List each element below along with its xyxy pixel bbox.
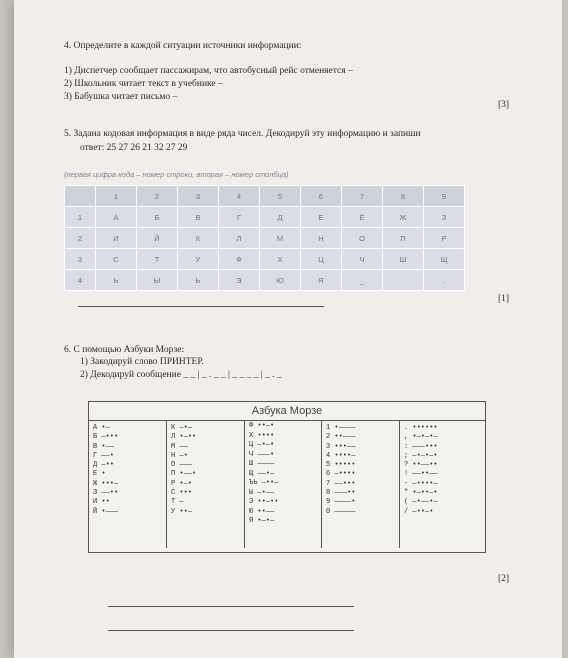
table-cell: 9 <box>424 186 465 207</box>
table-cell <box>65 186 96 207</box>
morse-entry: . •••••• <box>404 424 438 432</box>
morse-entry: У ••— <box>171 507 193 516</box>
morse-entry: - —••••— <box>404 479 438 488</box>
morse-entry: ( —•——•— <box>404 498 438 507</box>
table-cell: 3 <box>178 186 219 207</box>
table-cell: Г <box>219 207 260 228</box>
q6-task-2: 2) Декодируй сообщение _ _ | _ . _ _ | _ _ _ _ | _ . _ <box>80 370 282 380</box>
morse-entry: ? ••——•• <box>404 461 438 470</box>
morse-title: Азбука Морзе <box>89 402 485 421</box>
morse-entry: ; —•—•—• <box>404 451 438 460</box>
table-cell: Ы <box>137 270 178 291</box>
table-cell <box>383 270 424 291</box>
morse-entry: Ц —•—• <box>249 441 275 449</box>
table-cell: Ю <box>260 270 301 291</box>
table-cell: _ <box>342 270 383 291</box>
table-cell: Е <box>301 207 342 228</box>
table-cell: . <box>424 270 465 291</box>
morse-entry: Я •—•— <box>249 517 275 525</box>
morse-entry: Ы —•—— <box>249 488 275 497</box>
morse-entry: В •—— <box>93 442 115 451</box>
morse-entry: Е • <box>93 470 106 479</box>
table-cell: Ё <box>342 207 383 228</box>
table-cell: Р <box>424 228 465 249</box>
table-cell: Й <box>137 228 178 249</box>
table-cell: 2 <box>65 228 96 249</box>
table-row <box>65 207 465 228</box>
morse-entry: : ———••• <box>404 442 438 451</box>
table-cell: 5 <box>260 186 301 207</box>
morse-entry: Ж •••— <box>93 479 119 488</box>
morse-entry: 0 ————— <box>326 507 356 516</box>
q4-mark: [3] <box>498 100 510 110</box>
table-row <box>65 270 465 291</box>
morse-entry: Х •••• <box>249 431 275 440</box>
column-divider <box>321 421 322 548</box>
table-cell: И <box>96 228 137 249</box>
table-cell: 2 <box>137 186 178 207</box>
q6-answer-blank-2[interactable] <box>108 630 354 631</box>
morse-entry: Ч ———• <box>249 450 275 459</box>
morse-entry: Л •—•• <box>171 433 197 442</box>
table-cell: 6 <box>301 186 342 207</box>
q4-heading: 4. Определите в каждой ситуации источники информации: <box>64 41 302 51</box>
morse-entry: 4 ••••— <box>326 451 356 460</box>
morse-entry: / —••—• <box>404 507 434 516</box>
q6-heading: 6. С помощью Азбуки Морзе: <box>64 345 185 355</box>
morse-entry: ЪЬ —••— <box>249 479 279 487</box>
table-cell: Э <box>219 270 260 291</box>
q5-hint: (первая цифра кода – номер строки, вторая – номер столбца) <box>64 170 289 179</box>
morse-entry: ! ——••—— <box>404 470 438 479</box>
morse-entry: 5 ••••• <box>326 461 356 470</box>
morse-entry: О ——— <box>171 461 193 470</box>
table-cell: 3 <box>65 249 96 270</box>
morse-entry: Щ ——•— <box>249 469 275 478</box>
morse-entry: 9 ————• <box>326 498 356 507</box>
q4-item-3: 3) Бабушка читает письмо – <box>64 92 178 102</box>
table-cell: С <box>96 249 137 270</box>
morse-entry: Н —• <box>171 451 188 460</box>
column-divider <box>166 421 167 548</box>
q6-mark: [2] <box>498 574 510 584</box>
morse-entry: Г ——• <box>93 451 115 460</box>
morse-column-letters-2 <box>171 424 196 517</box>
table-cell: 4 <box>219 186 260 207</box>
table-cell: О <box>342 228 383 249</box>
table-cell: З <box>424 207 465 228</box>
morse-alphabet-table <box>88 401 486 553</box>
table-cell: Х <box>260 249 301 270</box>
morse-entry: Й •——— <box>93 507 119 516</box>
morse-entry: 1 •———— <box>326 424 356 432</box>
q5-mark: [1] <box>498 294 510 304</box>
morse-entry: Т — <box>171 498 184 507</box>
table-cell: Ь <box>178 270 219 291</box>
morse-entry: " •—••—• <box>404 489 438 498</box>
morse-entry: , •—•—•— <box>404 433 438 442</box>
morse-column-digits <box>326 424 355 517</box>
column-divider <box>399 421 400 548</box>
morse-entry: 3 •••—— <box>326 442 356 451</box>
q6-task-1: 1) Закодируй слово ПРИНТЕР. <box>80 357 204 367</box>
morse-entry: Д —•• <box>93 461 115 470</box>
morse-entry: 6 —•••• <box>326 470 356 479</box>
q4-item-1: 1) Диспетчер сообщает пассажирам, что автобусный рейс отменяется – <box>64 66 353 76</box>
code-table-header <box>65 186 465 207</box>
table-cell: М <box>260 228 301 249</box>
table-cell: Ц <box>301 249 342 270</box>
morse-entry: 7 ——••• <box>326 479 356 488</box>
code-table <box>64 185 465 291</box>
q5-heading: 5. Задана кодовая информация в виде ряда чисел. Декодируй эту информацию и запиши <box>64 129 421 139</box>
table-cell: Ш <box>383 249 424 270</box>
table-row <box>65 249 465 270</box>
table-cell: Ь <box>96 270 137 291</box>
morse-entry: Э ••—•• <box>249 498 279 506</box>
morse-entry: 2 ••——— <box>326 433 356 442</box>
table-cell: А <box>96 207 137 228</box>
table-cell: 8 <box>383 186 424 207</box>
morse-column-punctuation <box>404 424 438 517</box>
morse-entry: М —— <box>171 442 188 451</box>
morse-entry: С ••• <box>171 489 193 498</box>
q4-items <box>64 65 353 104</box>
table-cell: Б <box>137 207 178 228</box>
table-cell: Щ <box>424 249 465 270</box>
column-divider <box>244 421 245 548</box>
morse-entry: И •• <box>93 498 110 507</box>
table-cell: Я <box>301 270 342 291</box>
morse-entry: З ——•• <box>93 489 119 498</box>
morse-entry: Б —••• <box>93 433 119 442</box>
worksheet-page <box>14 0 562 658</box>
table-cell: Ж <box>383 207 424 228</box>
table-cell: Н <box>301 228 342 249</box>
table-row <box>65 228 465 249</box>
morse-column-letters-1 <box>93 424 118 517</box>
table-cell: Д <box>260 207 301 228</box>
morse-entry: 8 ———•• <box>326 489 356 498</box>
table-cell: Т <box>137 249 178 270</box>
q5-answer-blank[interactable] <box>78 306 324 307</box>
table-cell: К <box>178 228 219 249</box>
morse-entry: К —•— <box>171 424 193 432</box>
table-cell: П <box>383 228 424 249</box>
morse-entry: Ш ———— <box>249 460 275 468</box>
table-cell: Л <box>219 228 260 249</box>
table-cell: 1 <box>65 207 96 228</box>
morse-column-letters-3 <box>249 422 278 527</box>
morse-entry: Р •—• <box>171 479 193 488</box>
table-cell: 1 <box>96 186 137 207</box>
table-cell: 7 <box>342 186 383 207</box>
table-cell: Ч <box>342 249 383 270</box>
table-cell: Ф <box>219 249 260 270</box>
morse-entry: Ю ••—— <box>249 507 275 516</box>
q4-item-2: 2) Школьник читает текст в учебнике – <box>64 79 223 89</box>
table-cell: У <box>178 249 219 270</box>
morse-entry: П •——• <box>171 470 197 479</box>
table-cell: В <box>178 207 219 228</box>
q6-answer-blank-1[interactable] <box>108 606 354 607</box>
morse-entry: Ф ••—• <box>249 422 275 430</box>
table-cell: 4 <box>65 270 96 291</box>
morse-entry: А •— <box>93 424 110 432</box>
q5-answer-line: ответ: 25 27 26 21 32 27 29 <box>80 143 188 153</box>
